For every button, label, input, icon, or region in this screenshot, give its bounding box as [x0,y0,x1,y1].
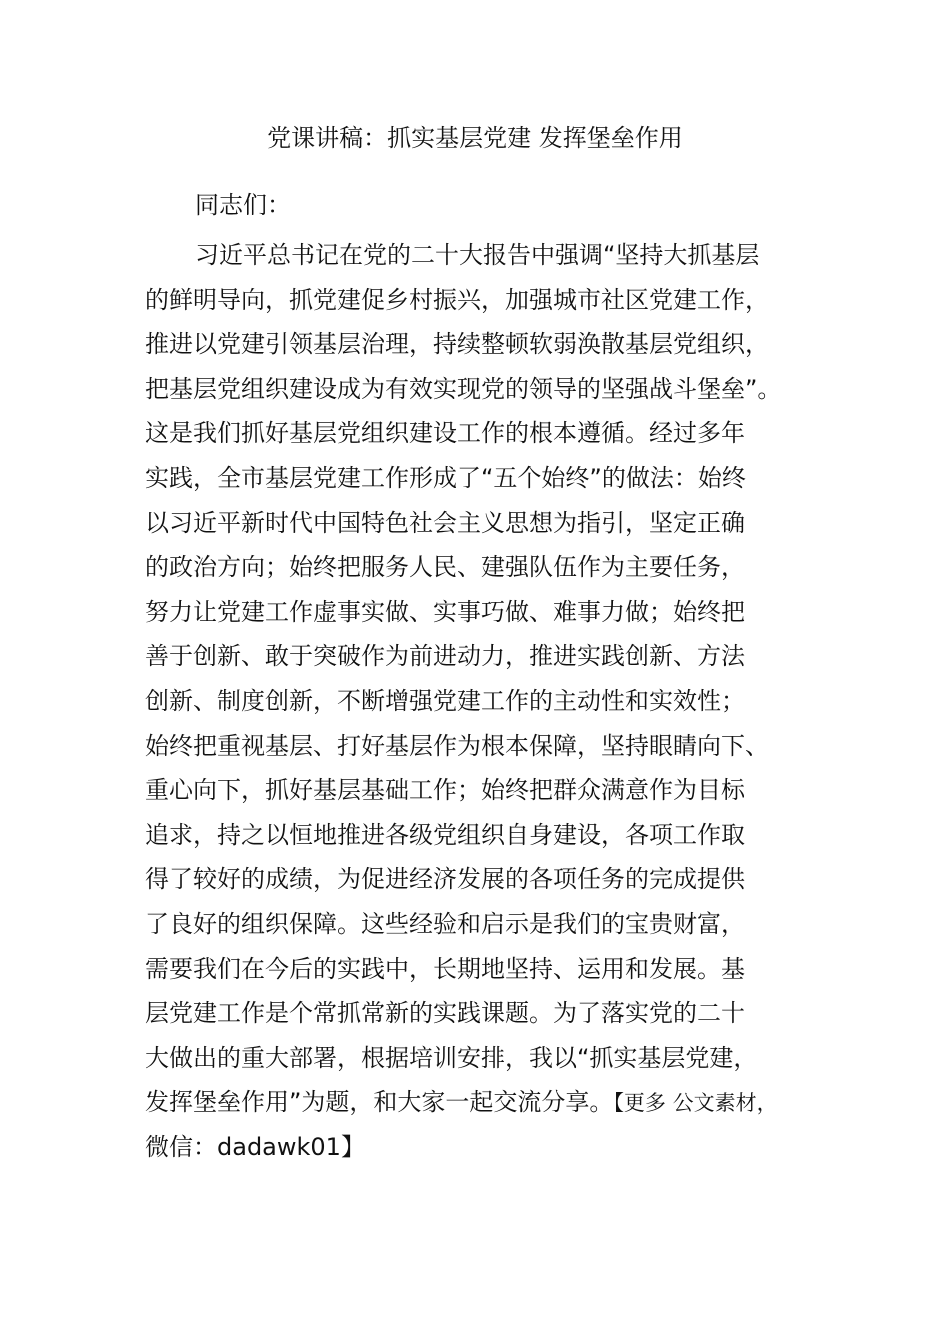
promo-note: 【更多 公文素材， [613,1091,778,1116]
body-line: 创新、制度创新，不断增强党建工作的主动性和实效性； [145,686,745,715]
body-line: 微信：dadawk01】 [145,1132,365,1161]
body-line: 需要我们在今后的实践中，长期地坚持、运用和发展。基 [145,954,745,983]
body-line: 了良好的组织保障。这些经验和启示是我们的宝贵财富， [145,909,745,938]
body-line: 这是我们抓好基层党组织建设工作的根本遵循。经过多年 [145,419,745,448]
body-line: 得了较好的成绩，为促进经济发展的各项任务的完成提供 [145,865,745,894]
document-title: 党课讲稿：抓实基层党建 发挥堡垒作用 [267,124,683,152]
body-paragraph [145,233,835,1169]
body-line: 把基层党组织建设成为有效实现党的领导的坚强战斗堡垒”。 [145,374,782,403]
body-line: 努力让党建工作虚事实做、实事巧做、难事力做；始终把 [145,597,745,626]
body-line: 善于创新、敢于突破作为前进动力，推进实践创新、方法 [145,642,745,671]
body-line: 推进以党建引领基层治理，持续整顿软弱涣散基层党组织， [145,330,769,359]
body-line: 层党建工作是个常抓常新的实践课题。为了落实党的二十 [145,999,745,1028]
body-line: 重心向下，抓好基层基础工作；始终把群众满意作为目标 [145,776,745,805]
body-line-text: 发挥堡垒作用”为题，和大家一起交流分享。 [145,1088,614,1117]
body-line: 始终把重视基层、打好基层作为根本保障，坚持眼睛向下、 [145,731,769,760]
body-line: 追求，持之以恒地推进各级党组织自身建设，各项工作取 [145,820,745,849]
body-line-with-note [145,1080,835,1125]
body-line: 的政治方向；始终把服务人民、建强队伍作为主要任务， [145,553,745,582]
body-line: 以习近平新时代中国特色社会主义思想为指引，坚定正确 [145,508,745,537]
body-line: 习近平总书记在党的二十大报告中强调“坚持大抓基层 [195,241,760,269]
body-line: 大做出的重大部署，根据培训安排，我以“抓实基层党建， [145,1043,758,1072]
salutation: 同志们： [195,191,291,219]
body-line: 的鲜明导向，抓党建促乡村振兴，加强城市社区党建工作， [145,285,769,314]
body-line: 实践，全市基层党建工作形成了“五个始终”的做法：始终 [145,463,746,492]
